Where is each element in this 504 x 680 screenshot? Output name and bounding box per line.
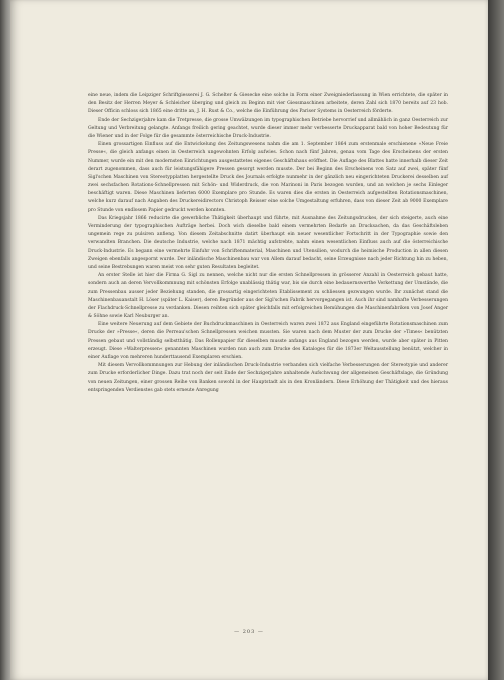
body-text (88, 92, 448, 395)
document-page (10, 0, 488, 680)
paragraph: eine neue, indem die Leipziger Schriftgiesserei J. G. Schelter & Giesecke eine solche in Form einer Zweigniederlassung in Wien errichtete, die später in den Besitz der Herren Meyer & Schleicher überging und gleich zu Beginn mit vier Giessmaschinen arbeitete, deren Zahl sich 1870 bereits auf 23 hob. Dieser Officin schloss sich 1865 eine dritte an, J. H. Rust & Co., welche die Einführung des Pariser Systems in Oesterreich förderte. (88, 93, 448, 115)
paragraph: Eine weitere Neuerung auf dem Gebiete der Buchdruckmaschinen in Oesterreich waren zwei 1872 aus England eingeführte Rotationsmaschinen zum Drucke der »Presse«, deren die Perreau'schen Schnellpressen weichen mussten. Sie waren nach dem Muster der zum Drucke der »Times« benützten Pressen gebaut und vollständig selbstthätig. Das Rollenpapier für dieselben musste anfangs aus England bezogen werden, wurde aber später in Pitten erzeugt. Diese »Walterpressen« genannten Maschinen wurden nun auch zum Drucke des Kataloges für die 1873er Weltausstellung benützt, welcher in einer Auflage von mehreren hunderttausend Exemplaren erschien. (88, 322, 448, 360)
page-number: — 203 — (234, 629, 264, 635)
book-edge (0, 0, 10, 680)
paragraph: Das Kriegsjahr 1866 reducirte die gewerbliche Thätigkeit überhaupt und führte, mit Ausnahme des Zeitungsdruckes, der sich steigerte, auch eine Verminderung der typographischen Aufträge herbei. Doch wich dieselbe bald einem vermehrten Bedarfe an Drucksachen, da das Geschäftsleben ungemein rege zu pulsiren anfieng. Von diesem Zeitabschnitte datirt überhaupt ein neuer wesentlicher Fortschritt in der Typographie sowie den verwandten Branchen. Die deutsche Industrie, welche nach 1871 mächtig aufstrebte, nahm einen wesentlichen Einfluss auch auf die österreichische Druck-Industrie. Es begann eine vermehrte Einfuhr von Schriftenmaterial, Maschinen und Utensilien, wodurch die heimische Production in allen diesen Zweigen ebenfalls angespornt wurde. Der inländische Maschinenbau war von Allem darauf bedacht, seine Erzeugnisse nach jeder Richtung hin zu heben, und seine Bestrebungen waren meist von sehr guten Resultaten begleitet. (88, 215, 448, 270)
paragraph: Einen grossartigen Einfluss auf die Entwickelung des Zeitungswesens nahm die am 1. September 1864 zum erstenmale erschienene »Neue Freie Presse«, die gleich anfangs einen in Oesterreich ungewohnten Erfolg aufwies. Schon nach fünf Jahren, genau vom Tage des Erscheinens der ersten Nummer, wurde ein mit den modernsten Einrichtungen ausgestattetes eigenes Geschäftshaus eröffnet. Die Auflage des Blattes hatte innerhalb dieser Zeit derart zugenommen, dass auch für leistungsfähigere Pressen gesorgt werden musste. Der bei Beginn des Erscheinens von Satz auf zwei, später fünf Sigl'schen Maschinen von Stereotypplatten hergestellte Druck des Journals erfolgte nunmehr in der gänzlich neu eingerichteten Druckerei desselben auf zwei sechsfachen Rotations-Schnellpressen mit Schön- und Widerdruck, die von Marinoni in Paris bezogen wurden, und an welchen je sechs Einleger beschäftigt waren. Diese Maschinen lieferten 6000 Exemplare pro Stunde. Es waren dies die ersten in Oesterreich aufgestellten Rotationsmaschinen, welche kurz darauf nach Angaben des Druckereidirectors Christoph Reisser eine solche Umgestaltung erfuhren, dass von dieser Zeit ab 9000 Exemplare pro Stunde von endlosem Papier gedruckt werden konnten. (88, 142, 448, 213)
paragraph: Mit diesem Vervollkommnungen zur Hebung der inländischen Druck-Industrie verbanden sich vielfache Verbesserungen der Stereotypie und anderer zum Drucke erforderlicher Dinge. Dazu trat noch der seit Ende der Sechzigerjahre anhaltende Aufschwung der allgemeinen Geschäftslage, die Gründung von neuen Zeitungen, einer grossen Reihe von Banken sowohl in der Hauptstadt als in den Kronländern. Diese Erhöhung der Thätigkeit und des hieraus entspringenden Verdienstes gab stets erneute Anregung (88, 363, 448, 393)
paragraph: An erster Stelle ist hier die Firma G. Sigl zu nennen, welche nicht nur die ersten Schnellpressen in grösserer Anzahl in Oesterreich gebaut hatte, sondern auch an deren Vervollkommnung mit schönsten Erfolge unablässig thätig war, bis sie durch eine bedauernswerthe Verkettung der Umstände, die zum Pressenbau ausser jeder Beziehung standen, die grossartig eingerichteten Etablissement zu schliessen gezwungen wurde. Ihr zunächst stand die Maschinenbauanstalt H. Löser (später L. Kaiser), deren Begründer aus der Sigl'schen Fabrik hervorgegangen ist. Auch ihr sind namhafte Verbesserungen der Flachdruck-Schnellpresse zu verdanken. Diesen reihten sich später gleichfalls mit erfolgreichen Bemühungen die Maschinenfabriken von Josef Anger & Söhne sowie Karl Neuburger an. (88, 273, 448, 320)
paragraph: Ende der Sechzigerjahre kam die Tretpresse, die grosse Umwälzungen im typographischen Betriebe hervorrief und allmählich in ganz Oesterreich zur Geltung und Verbreitung gelangte. Anfangs freilich gering geachtet, wurde dieser immer mehr verbesserte Druckapparat bald von hoher Bedeutung für die Wiener und in der Folge für die gesammte österreichische Druck-Industrie. (88, 117, 448, 139)
page-gutter (488, 0, 504, 680)
